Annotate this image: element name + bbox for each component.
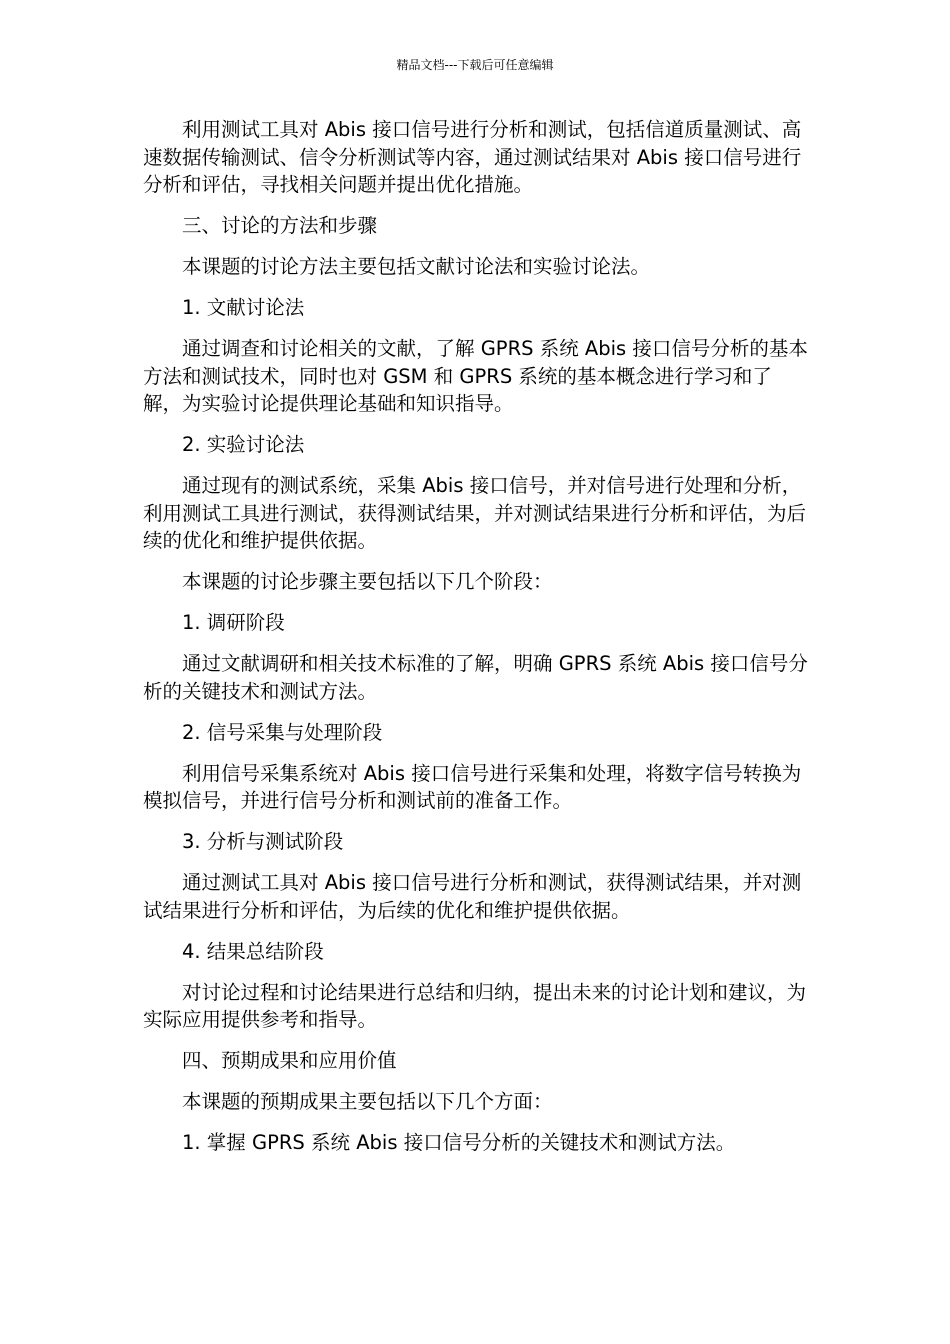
list-item: 1. 掌握 GPRS 系统 Abis 接口信号分析的关键技术和测试方法。 <box>182 1131 736 1154</box>
subsection-heading: 4. 结果总结阶段 <box>182 939 324 963</box>
section-heading: 三、讨论的方法和步骤 <box>182 214 378 237</box>
body-paragraph: 本课题的预期成果主要包括以下几个方面： <box>182 1090 553 1113</box>
body-paragraph: 本课题的讨论步骤主要包括以下几个阶段： <box>182 570 553 593</box>
document-body <box>143 116 808 1170</box>
subsection-heading: 2. 信号采集与处理阶段 <box>182 720 383 744</box>
subsection-heading: 3. 分析与测试阶段 <box>182 830 344 853</box>
body-paragraph: 对讨论过程和讨论结果进行总结和归纳，提出未来的讨论计划和建议，为实际应用提供参考和指导。 <box>143 980 807 1031</box>
section-heading: 四、预期成果和应用价值 <box>182 1049 397 1072</box>
body-paragraph: 通过测试工具对 Abis 接口信号进行分析和测试，获得测试结果，并对测试结果进行分析和评估，为后续的优化和维护提供依据。 <box>143 871 802 922</box>
subsection-heading: 1. 调研阶段 <box>182 611 285 634</box>
page-header: 精品文档---下载后可任意编辑 <box>396 58 554 72</box>
body-paragraph: 通过文献调研和相关技术标准的了解，明确 GPRS 系统 Abis 接口信号分析的关键技术和测试方法。 <box>143 652 808 703</box>
body-paragraph: 利用信号采集系统对 Abis 接口信号进行采集和处理，将数字信号转换为模拟信号，并进行信号分析和测试前的准备工作。 <box>143 761 802 812</box>
body-paragraph: 利用测试工具对 Abis 接口信号进行分析和测试，包括信道质量测试、高速数据传输测试、信令分析测试等内容，通过测试结果对 Abis 接口信号进行分析和评估，寻找相关问题并提出优化措施。 <box>143 118 802 196</box>
body-paragraph: 本课题的讨论方法主要包括文献讨论法和实验讨论法。 <box>182 255 651 278</box>
body-paragraph: 通过现有的测试系统，采集 Abis 接口信号，并对信号进行处理和分析，利用测试工具进行测试，获得测试结果，并对测试结果进行分析和评估，为后续的优化和维护提供依据。 <box>143 474 807 552</box>
subsection-heading: 2. 实验讨论法 <box>182 433 305 456</box>
body-paragraph: 通过调查和讨论相关的文献，了解 GPRS 系统 Abis 接口信号分析的基本方法和测试技术，同时也对 GSM 和 GPRS 系统的基本概念进行学习和了解，为实验讨论提供理论基础和知识指导。 <box>143 337 808 415</box>
subsection-heading: 1. 文献讨论法 <box>182 296 305 319</box>
